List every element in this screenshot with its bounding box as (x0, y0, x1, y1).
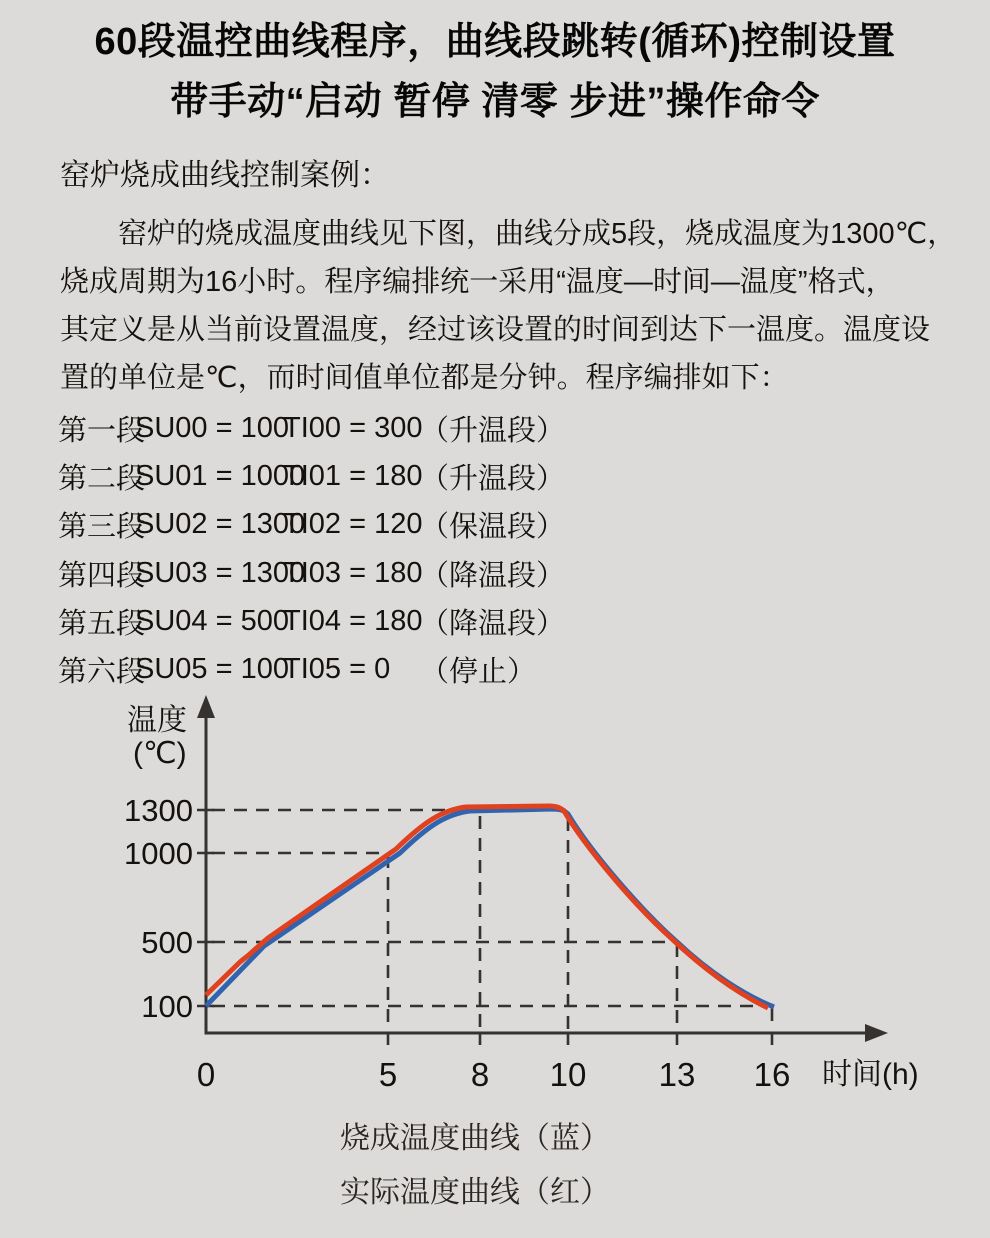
legend-blue-label: 烧成温度曲线（蓝） (340, 1122, 610, 1155)
paragraph-line: 烧成周期为16小时。程序编排统一采用“温度—时间—温度”格式， (60, 266, 895, 298)
segment-label: 第一段 (58, 414, 146, 447)
segment-su-value: SU00 = 100 (135, 411, 289, 444)
y-axis-arrow-icon (197, 695, 215, 718)
y-tick-labels (124, 793, 193, 1024)
segment-ti-value: TI01 = 180 (283, 459, 423, 492)
intro-paragraph (60, 210, 965, 402)
segment-su-value: SU01 = 1000 (135, 459, 306, 492)
y-tick-label: 500 (141, 925, 193, 960)
segment-note: （降温段） (420, 559, 566, 592)
x-tick-label: 13 (658, 1056, 696, 1093)
segment-su-value: SU05 = 100 (135, 653, 289, 686)
y-axis-label: 温度 (127, 704, 187, 737)
temperature-curve-chart (0, 690, 990, 1100)
x-tick-labels (197, 1056, 791, 1093)
x-axis-label: 时间(h) (822, 1058, 919, 1091)
segment-note: （保温段） (420, 511, 566, 544)
program-segment-list (58, 404, 565, 694)
set-temperature-curve-blue (206, 809, 774, 1007)
segment-note: （升温段） (420, 414, 566, 447)
chart-legend (0, 1112, 950, 1220)
segment-label: 第五段 (58, 607, 146, 640)
segment-row (58, 645, 565, 693)
x-tick-label: 5 (378, 1056, 398, 1093)
legend-red-label: 实际温度曲线（红） (340, 1176, 610, 1209)
segment-note: （停止） (420, 656, 537, 689)
paragraph-line: 其定义是从当前设置温度，经过该设置的时间到达下一温度。温度设 (60, 314, 931, 346)
segment-ti-value: TI05 = 0 (283, 653, 391, 686)
segment-ti-value: TI04 = 180 (283, 604, 423, 637)
segment-row (58, 597, 565, 645)
case-heading: 窑炉烧成曲线控制案例： (60, 159, 390, 192)
segment-row (58, 404, 565, 452)
segment-ti-value: TI02 = 120 (283, 508, 423, 541)
segment-note: （升温段） (420, 462, 566, 495)
segment-ti-value: TI03 = 180 (283, 556, 423, 589)
x-tick-label: 10 (549, 1056, 587, 1093)
y-axis-unit-label: (℃) (133, 737, 187, 770)
segment-label: 第二段 (58, 462, 146, 495)
x-tick-label: 8 (470, 1056, 490, 1093)
y-tick-label: 1300 (124, 793, 193, 828)
y-tick-label: 100 (141, 989, 193, 1024)
page-title-line1: 60段温控曲线程序，曲线段跳转(循环)控制设置 (94, 21, 896, 63)
actual-temperature-curve-red (206, 806, 768, 1008)
page-title-line2: 带手动“启动 暂停 清零 步进”操作命令 (170, 81, 820, 123)
segment-ti-value: TI00 = 300 (283, 411, 423, 444)
y-tick-label: 1000 (124, 836, 193, 871)
segment-label: 第四段 (58, 559, 146, 592)
x-axis-arrow-icon (865, 1024, 888, 1042)
segment-row (58, 549, 565, 597)
segment-label: 第三段 (58, 511, 146, 544)
x-tick-label: 0 (196, 1056, 216, 1093)
segment-su-value: SU03 = 1300 (135, 556, 306, 589)
x-tick-label: 16 (753, 1056, 791, 1093)
segment-su-value: SU04 = 500 (135, 604, 289, 637)
segment-note: （降温段） (420, 607, 566, 640)
paragraph-line: 窑炉的烧成温度曲线见下图，曲线分成5段，烧成温度为1300℃， (118, 218, 957, 250)
segment-su-value: SU02 = 1300 (135, 508, 306, 541)
segment-label: 第六段 (58, 656, 146, 689)
axes (197, 695, 888, 1045)
paragraph-line: 置的单位是℃，而时间值单位都是分钟。程序编排如下： (60, 362, 789, 394)
segment-row (58, 452, 565, 500)
segment-row (58, 501, 565, 549)
